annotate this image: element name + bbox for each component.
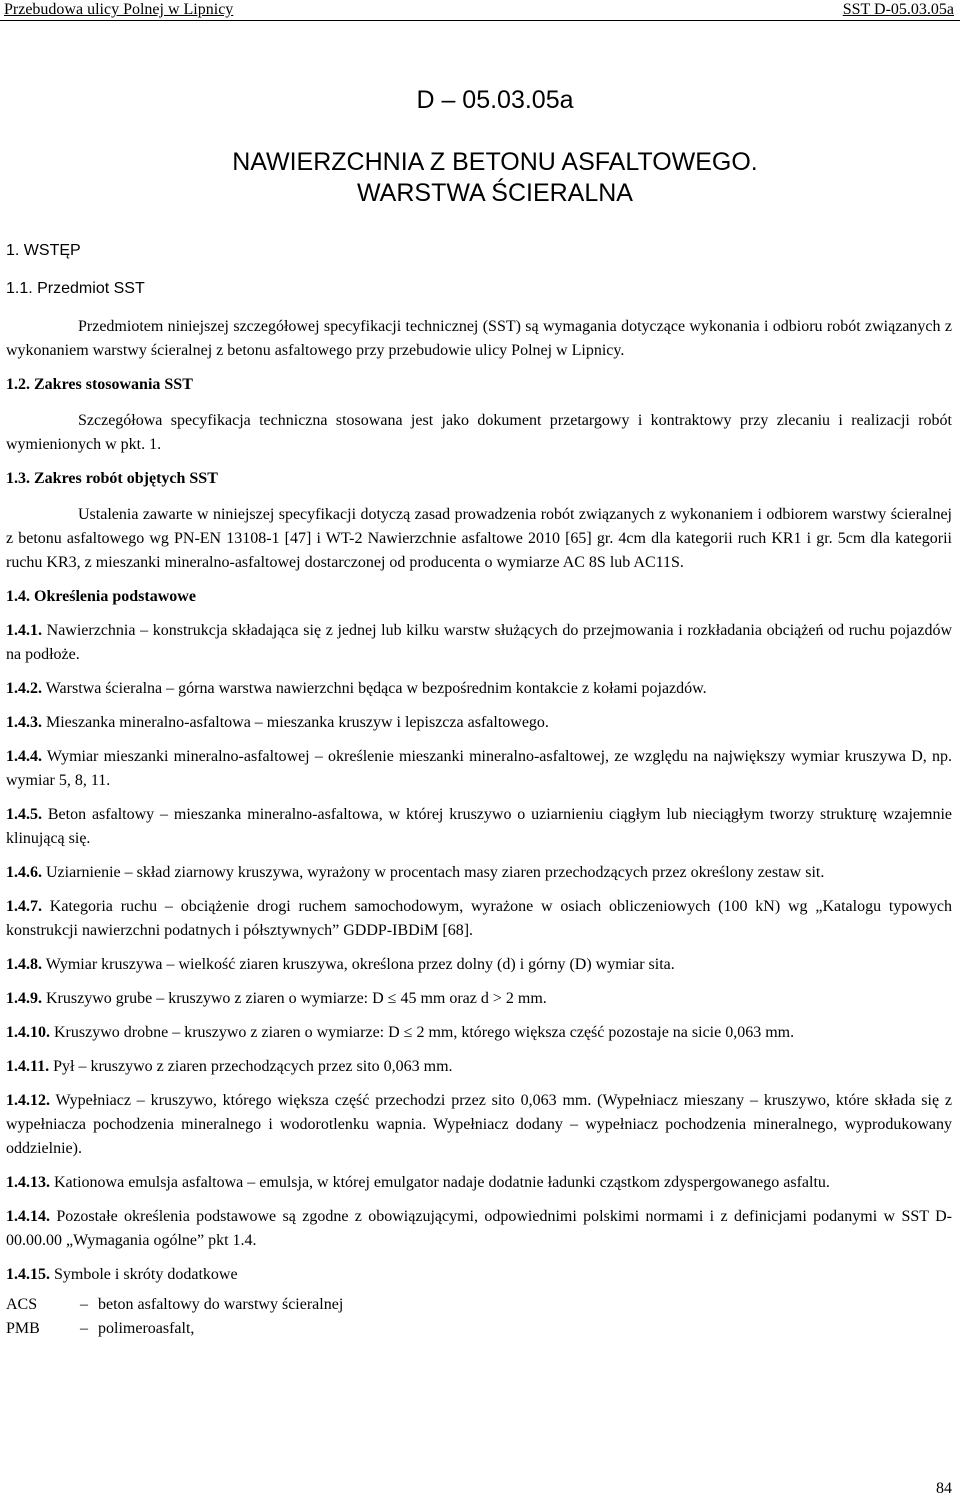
symbol-row: PMB – polimeroasfalt, [6,1320,195,1337]
definition-item: 1.4.6. Uziarnienie – skład ziarnowy kruszywa, wyrażony w procentach masy ziaren przechodzących przez określony zestaw sit. [6,864,825,881]
document-title-line-1: NAWIERZCHNIA Z BETONU ASFALTOWEGO. [232,148,758,176]
section-heading-1-4: 1.4. Określenia podstawowe [6,588,196,605]
definition-item: 1.4.10. Kruszywo drobne – kruszywo z ziaren o wymiarze: D ≤ 2 mm, którego większa część pozostaje na sicie 0,063 mm. [6,1024,795,1041]
definition-item: 1.4.3. Mieszanka mineralno-asfaltowa – mieszanka kruszyw i lepiszcza asfaltowego. [6,714,549,731]
document-body [6,315,952,1341]
paragraph-1-1: Przedmiotem niniejszej szczegółowej specyfikacji technicznej (SST) są wymagania dotyczące wykonania i odbioru robót związanych z wykonaniem warstwy ścieralnej z betonu asfaltowego przy przebudowie ulicy Polnej w Lipnicy. [6,318,952,359]
header-spec-code: SST D-05.03.05a [842,1,954,18]
definition-item: 1.4.4. Wymiar mieszanki mineralno-asfaltowej – określenie mieszanki mineralno-asfaltowej, ze względu na największy wymiar kruszywa D, np. wymiar 5, 8, 11. [6,748,952,789]
section-heading-1-3: 1.3. Zakres robót objętych SST [6,470,218,487]
definition-item: 1.4.7. Kategoria ruchu – obciążenie drogi ruchem samochodowym, wyrażone w osiach obliczeniowych (100 kN) wg „Katalogu typowych konstrukcji nawierzchni podatnych i półsztywnych” GDDP-IBDiM [68]. [6,898,952,939]
definition-item: 1.4.1. Nawierzchnia – konstrukcja składająca się z jednej lub kilku warstw służących do przejmowania i rozkładania obciążeń od ruchu pojazdów na podłoże. [6,622,952,663]
definition-item: 1.4.15. Symbole i skróty dodatkowe [6,1266,238,1283]
section-heading-1: 1. WSTĘP [6,242,81,259]
running-header [0,0,960,21]
header-project-title: Przebudowa ulicy Polnej w Lipnicy [4,1,234,18]
definition-item: 1.4.14. Pozostałe określenia podstawowe są zgodne z obowiązującymi, odpowiednimi polskimi normami i z definicjami podanymi w SST D-00.00.00 „Wymagania ogólne” pkt 1.4. [6,1208,952,1249]
definition-item: 1.4.5. Beton asfaltowy – mieszanka mineralno-asfaltowa, w której kruszywo o uziarnieniu ciągłym lub nieciągłym tworzy strukturę wzajemnie klinującą się. [6,806,952,847]
definition-item: 1.4.2. Warstwa ścieralna – górna warstwa nawierzchni będąca w bezpośrednim kontakcie z kołami pojazdów. [6,680,707,697]
section-heading-1-2: 1.2. Zakres stosowania SST [6,376,193,393]
definition-item: 1.4.8. Wymiar kruszywa – wielkość ziaren kruszywa, określona przez dolny (d) i górny (D) wymiar sita. [6,956,675,973]
symbol-row: ACS – beton asfaltowy do warstwy ścieralnej [6,1296,344,1313]
page-number: 84 [936,1480,952,1497]
definition-item: 1.4.9. Kruszywo grube – kruszywo z ziaren o wymiarze: D ≤ 45 mm oraz d > 2 mm. [6,990,547,1007]
paragraph-1-2: Szczegółowa specyfikacja techniczna stosowana jest jako dokument przetargowy i kontraktowy przy zlecaniu i realizacji robót wymienionych w pkt. 1. [6,412,952,453]
spec-code: D – 05.03.05a [416,86,574,114]
definition-item: 1.4.13. Kationowa emulsja asfaltowa – emulsja, w której emulgator nadaje dodatnie ładunki cząstkom zdyspergowanego asfaltu. [6,1174,830,1191]
document-title-line-2: WARSTWA ŚCIERALNA [357,179,633,207]
section-heading-1-1: 1.1. Przedmiot SST [6,280,145,297]
paragraph-1-3: Ustalenia zawarte w niniejszej specyfikacji dotyczą zasad prowadzenia robót związanych z wykonaniem i odbiorem warstwy ścieralnej z betonu asfaltowego wg PN-EN 13108-1 [47] i WT-2 Nawierzchnie asfaltowe 2010 [65] gr. 4cm dla kategorii ruch KR1 i gr. 5cm dla kategorii ruchu KR3, z mieszanki mineralno-asfaltowej dostarczonej od producenta o wymiarze AC 8S lub AC11S. [6,506,952,571]
definition-item: 1.4.11. Pył – kruszywo z ziaren przechodzących przez sito 0,063 mm. [6,1058,453,1075]
definition-item: 1.4.12. Wypełniacz – kruszywo, którego większa część przechodzi przez sito 0,063 mm. (Wypełniacz mieszany – kruszywo, które składa się z wypełniacza pochodzenia mineralnego i wodorotlenku wapnia. Wypełniacz dodany – wypełniacz pochodzenia mineralnego, wyprodukowany oddzielnie). [6,1092,952,1157]
